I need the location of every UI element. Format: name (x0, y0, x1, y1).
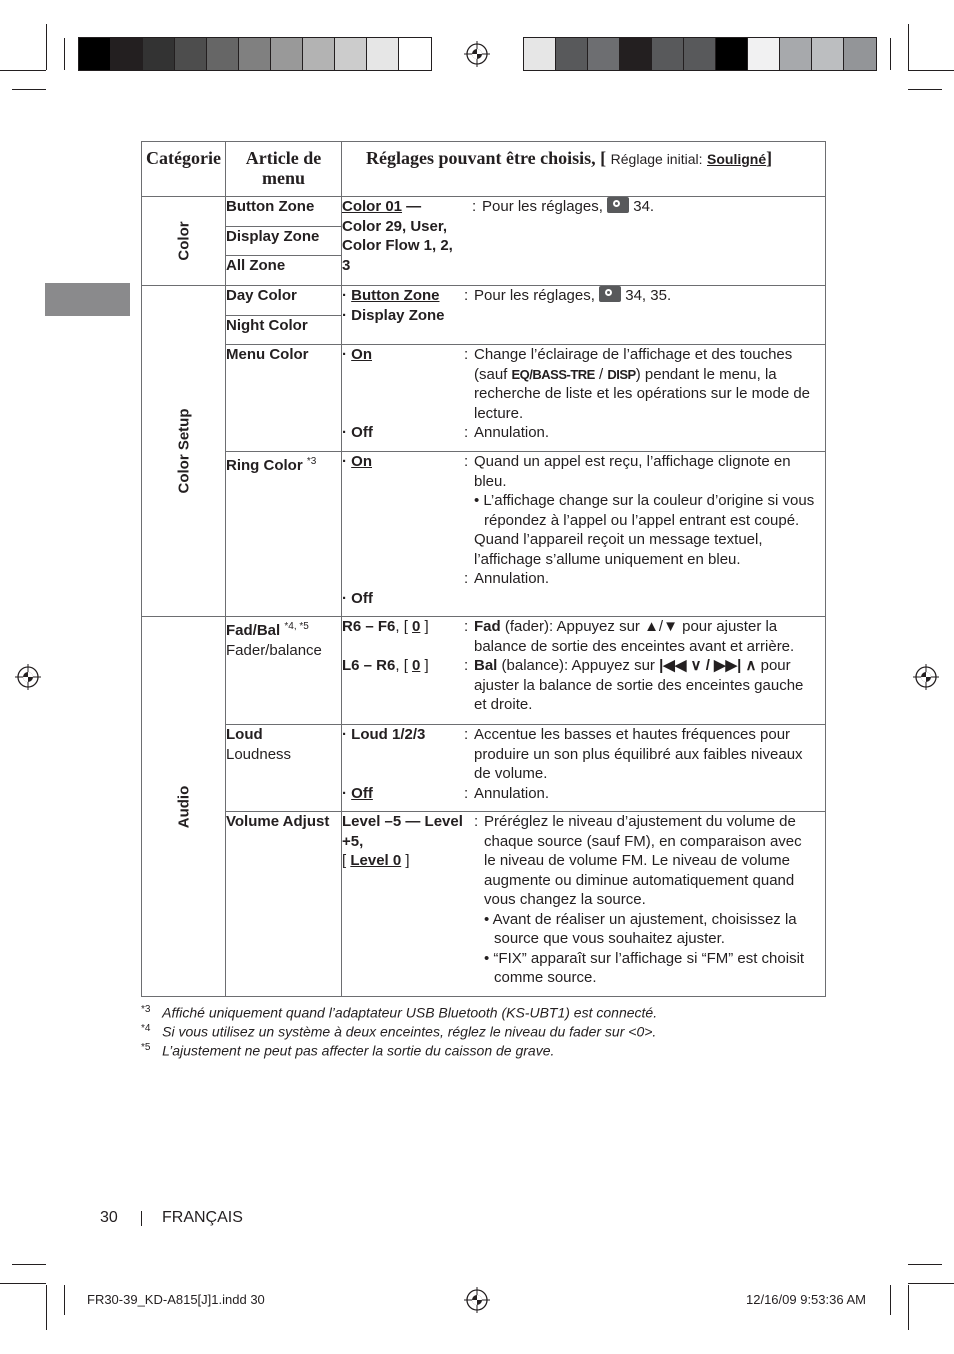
search-reference-icon (607, 197, 629, 213)
table-row (142, 725, 826, 812)
item-day-color: Day Color (226, 286, 342, 316)
item-menu-color: Menu Color (226, 345, 342, 452)
settings-table (141, 141, 826, 997)
header-item: Article de menu (226, 142, 342, 197)
item-volume-adjust: Volume Adjust (226, 812, 342, 997)
color-swatch (271, 38, 303, 70)
slug-date: 12/16/09 9:53:36 AM (746, 1292, 866, 1307)
color-swatch (524, 38, 556, 70)
page-number-divider (141, 1211, 142, 1226)
crop-mark (46, 1285, 47, 1330)
color-swatch (556, 38, 588, 70)
crop-mark (0, 70, 46, 71)
crop-mark (890, 1285, 891, 1315)
color-swatch (588, 38, 620, 70)
color-swatch (684, 38, 716, 70)
crop-mark (64, 1285, 65, 1315)
item-night-color: Night Color (226, 316, 342, 345)
footnote: $^{*4}$ Si vous utilisez un système à deux enceintes, réglez le niveau du fader sur <0>. (141, 1023, 657, 1040)
table-row (142, 452, 826, 617)
crop-mark (12, 89, 46, 90)
color-swatch (780, 38, 812, 70)
color-swatch (303, 38, 335, 70)
item-display-zone: Display Zone (226, 227, 342, 256)
color-swatch (748, 38, 780, 70)
crop-mark (908, 1264, 942, 1265)
color-swatch (367, 38, 399, 70)
color-swatch (175, 38, 207, 70)
category-color: Color (142, 197, 226, 286)
crop-mark (12, 1264, 46, 1265)
color-swatch (79, 38, 111, 70)
setting-loud: · Loud 1/2/3 · Off : Accentue les basses et hautes fréquences pour produire un son plus équilibré aux faibles niveaux de volume. : Annulation. (342, 725, 826, 812)
color-swatch (111, 38, 143, 70)
bullet-item: • Avant de réaliser un ajustement, choisissez la source que vous souhaitez ajuster. (484, 910, 797, 947)
registration-mark-icon (464, 41, 490, 67)
item-button-zone: Button Zone (226, 197, 342, 227)
header-settings: Réglages pouvant être choisis, [ Réglage initial: Souligné] (342, 142, 826, 197)
table-row (142, 617, 826, 725)
crop-mark (46, 24, 47, 70)
setting-color-zones: Color 01 — Color 29, User, Color Flow 1, 2, 3 : Pour les réglages, 34. (342, 197, 826, 286)
registration-mark-icon (913, 664, 939, 690)
color-swatch (143, 38, 175, 70)
search-reference-icon (599, 286, 621, 302)
item-fadbal: Fad/Bal $^{*4, *5}$ Fader/balance (226, 617, 342, 725)
color-swatch (812, 38, 844, 70)
setting-fadbal: R6 – F6, [ 0 ] L6 – R6, [ 0 ] : Fad (fader): Appuyez sur ▲/▼ pour ajuster la balance de sortie des enceintes avant et arrière. : Bal (balance): Appuyez sur |◀◀ ∨ / ▶▶| ∧ pour ajuster la balance de sortie des enceintes gauche et droite. (342, 617, 826, 725)
slug-file: FR30-39_KD-A815[J]1.indd 30 (87, 1292, 265, 1307)
color-swatch (207, 38, 239, 70)
registration-mark-icon (464, 1287, 490, 1313)
setting-ring-color: · On · Off : Quand un appel est reçu, l’affichage clignote en bleu. • L’affichage change sur la couleur d’origine si vous répondez à l’appel ou l’appel entrant est coupé. Quand l’appareil reçoit un message textuel, l’affichage s’allume uniquement en bleu. : Annulation. (342, 452, 826, 617)
setting-day-night: · Button Zone · Display Zone : Pour les réglages, 34, 35. (342, 286, 826, 345)
crop-mark (908, 1283, 954, 1284)
item-all-zone: All Zone (226, 256, 342, 286)
color-swatch (716, 38, 748, 70)
table-row (142, 197, 826, 227)
table-header-row (142, 142, 826, 197)
table-row (142, 286, 826, 316)
crop-mark (908, 24, 909, 70)
item-ring-color: Ring Color $^{*3}$ (226, 452, 342, 617)
setting-menu-color: · On · Off : Change l’éclairage de l’affichage et des touches (sauf EQ/BASS-TRE / DISP) pendant le menu, la recherche de liste et les opérations sur le mode de lecture. : Annulation. (342, 345, 826, 452)
crop-mark (908, 1285, 909, 1330)
category-audio: Audio (142, 617, 226, 997)
footnote: $^{*3}$ Affiché uniquement quand l’adaptateur USB Bluetooth (KS-UBT1) est connecté. (141, 1004, 658, 1021)
page-number: 30 (100, 1209, 118, 1226)
table-row (142, 345, 826, 452)
table-row (142, 812, 826, 997)
crop-mark (890, 38, 891, 70)
header-category: Catégorie (142, 142, 226, 197)
color-swatch (620, 38, 652, 70)
setting-volume-adjust: Level –5 — Level +5, [ Level 0 ] : Préréglez le niveau d’ajustement du volume de chaque source (sauf FM), en comparaison avec le niveau de volume FM. Le niveau de volume augmente ou diminue automatiquement quand vous changez la source. • Avant de réaliser un ajustement, choisissez la source que vous souhaitez ajuster. • “FIX” apparaît sur l’affichage si “FM” est choisit comme source. (342, 812, 826, 997)
crop-mark (64, 38, 65, 70)
crop-mark (908, 89, 942, 90)
registration-mark-icon (15, 664, 41, 690)
crop-mark (0, 1283, 46, 1284)
crop-mark (908, 70, 954, 71)
section-thumb-tab (45, 283, 130, 316)
item-loud: Loud Loudness (226, 725, 342, 812)
color-swatch (239, 38, 271, 70)
bullet-item: • “FIX” apparaît sur l’affichage si “FM” est choisit comme source. (484, 949, 805, 986)
color-swatch (652, 38, 684, 70)
color-swatch (399, 38, 431, 70)
footnote: $^{*5}$ L’ajustement ne peut pas affecter la sortie du caisson de grave. (141, 1042, 555, 1059)
color-swatch (844, 38, 876, 70)
color-swatch (335, 38, 367, 70)
language-label: FRANÇAIS (162, 1209, 243, 1226)
category-color-setup: Color Setup (142, 286, 226, 617)
bullet-item: • L’affichage change sur la couleur d’origine si vous répondez à l’appel ou l’appel entrant est coupé. (474, 492, 815, 529)
